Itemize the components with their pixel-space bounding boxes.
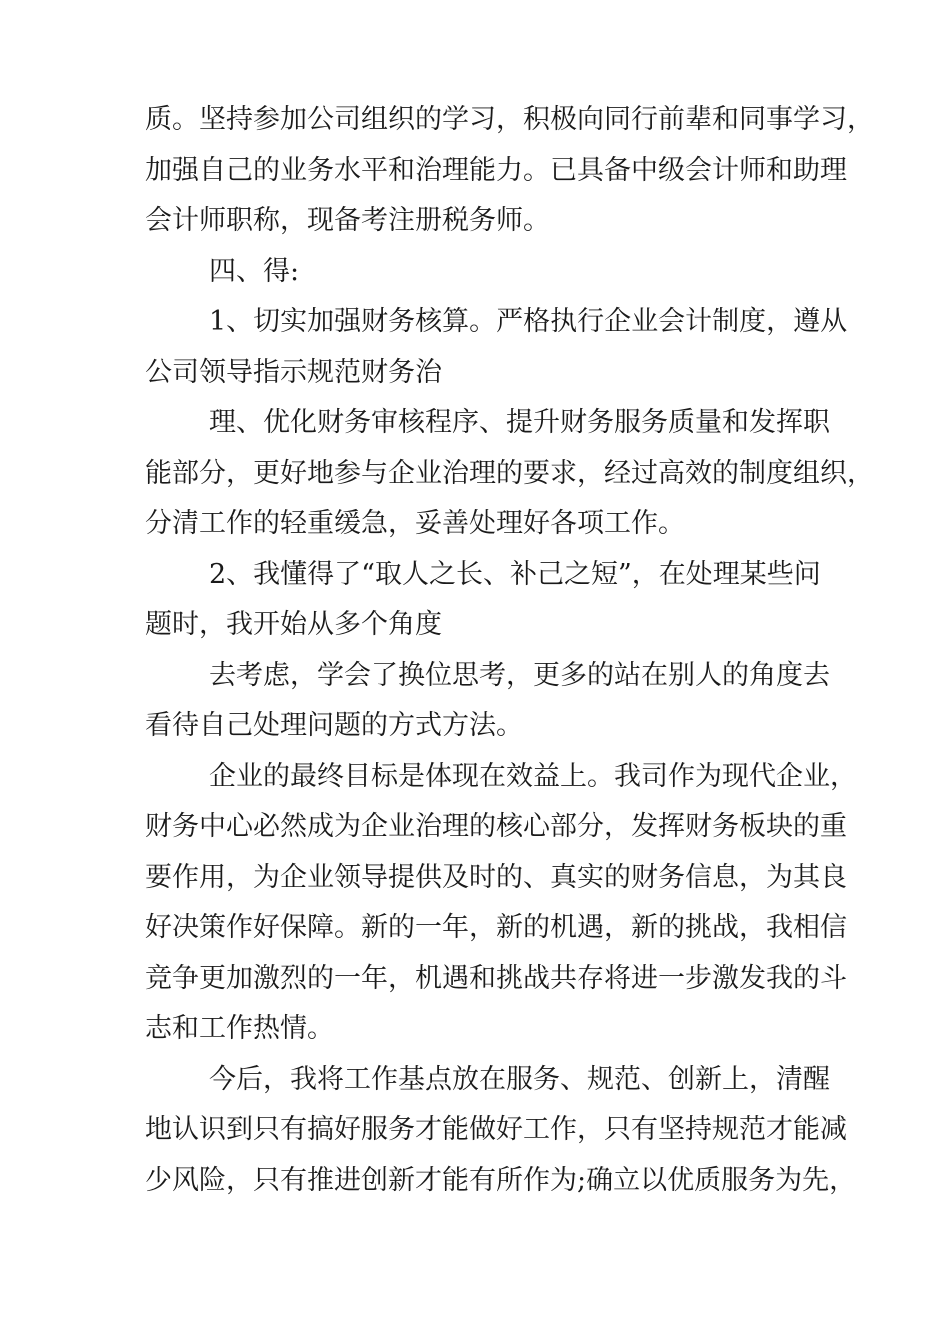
text-line: 今后，我将工作基点放在服务、规范、创新上，清醒 <box>209 1063 830 1095</box>
text-line: 会计师职称，现备考注册税务师。 <box>145 205 550 236</box>
text-line: 理、优化财务审核程序、提升财务服务质量和发挥职 <box>209 407 830 438</box>
text-line: 少风险，只有推进创新才能有所作为;确立以优质服务为先， <box>145 1164 857 1196</box>
text-line: 分清工作的轻重缓急，妥善处理好各项工作。 <box>145 508 685 539</box>
text-line: 加强自己的业务水平和治理能力。已具备中级会计师和助理 <box>145 154 847 186</box>
text-line: 质。坚持参加公司组织的学习，积极向同行前辈和同事学习， <box>145 104 874 135</box>
text-line: 能部分，更好地参与企业治理的要求，经过高效的制度组织， <box>145 457 874 489</box>
text-line: 2、我懂得了“取人之长、补己之短”，在处理某些问 <box>209 558 821 590</box>
text-line: 公司领导指示规范财务治 <box>145 356 442 388</box>
text-line: 志和工作热情。 <box>145 1013 334 1044</box>
text-line: 要作用，为企业领导提供及时的、真实的财务信息，为其良 <box>145 861 847 893</box>
text-line: 看待自己处理问题的方式方法。 <box>145 710 523 741</box>
text-line: 竞争更加激烈的一年，机遇和挑战共存将进一步激发我的斗 <box>145 962 847 994</box>
text-line: 财务中心必然成为企业治理的核心部分，发挥财务板块的重 <box>145 811 847 842</box>
text-line: 去考虑，学会了换位思考，更多的站在别人的角度去 <box>209 659 830 691</box>
text-line: 题时，我开始从多个角度 <box>145 609 442 640</box>
text-line: 1、切实加强财务核算。严格执行企业会计制度，遵从 <box>209 306 848 337</box>
body-text <box>145 95 874 1206</box>
section-heading: 四、得: <box>209 255 300 287</box>
text-line: 好决策作好保障。新的一年，新的机遇，新的挑战，我相信 <box>145 912 847 943</box>
text-line: 企业的最终目标是体现在效益上。我司作为现代企业， <box>209 760 857 792</box>
text-line: 地认识到只有搞好服务才能做好工作，只有坚持规范才能减 <box>145 1114 847 1145</box>
